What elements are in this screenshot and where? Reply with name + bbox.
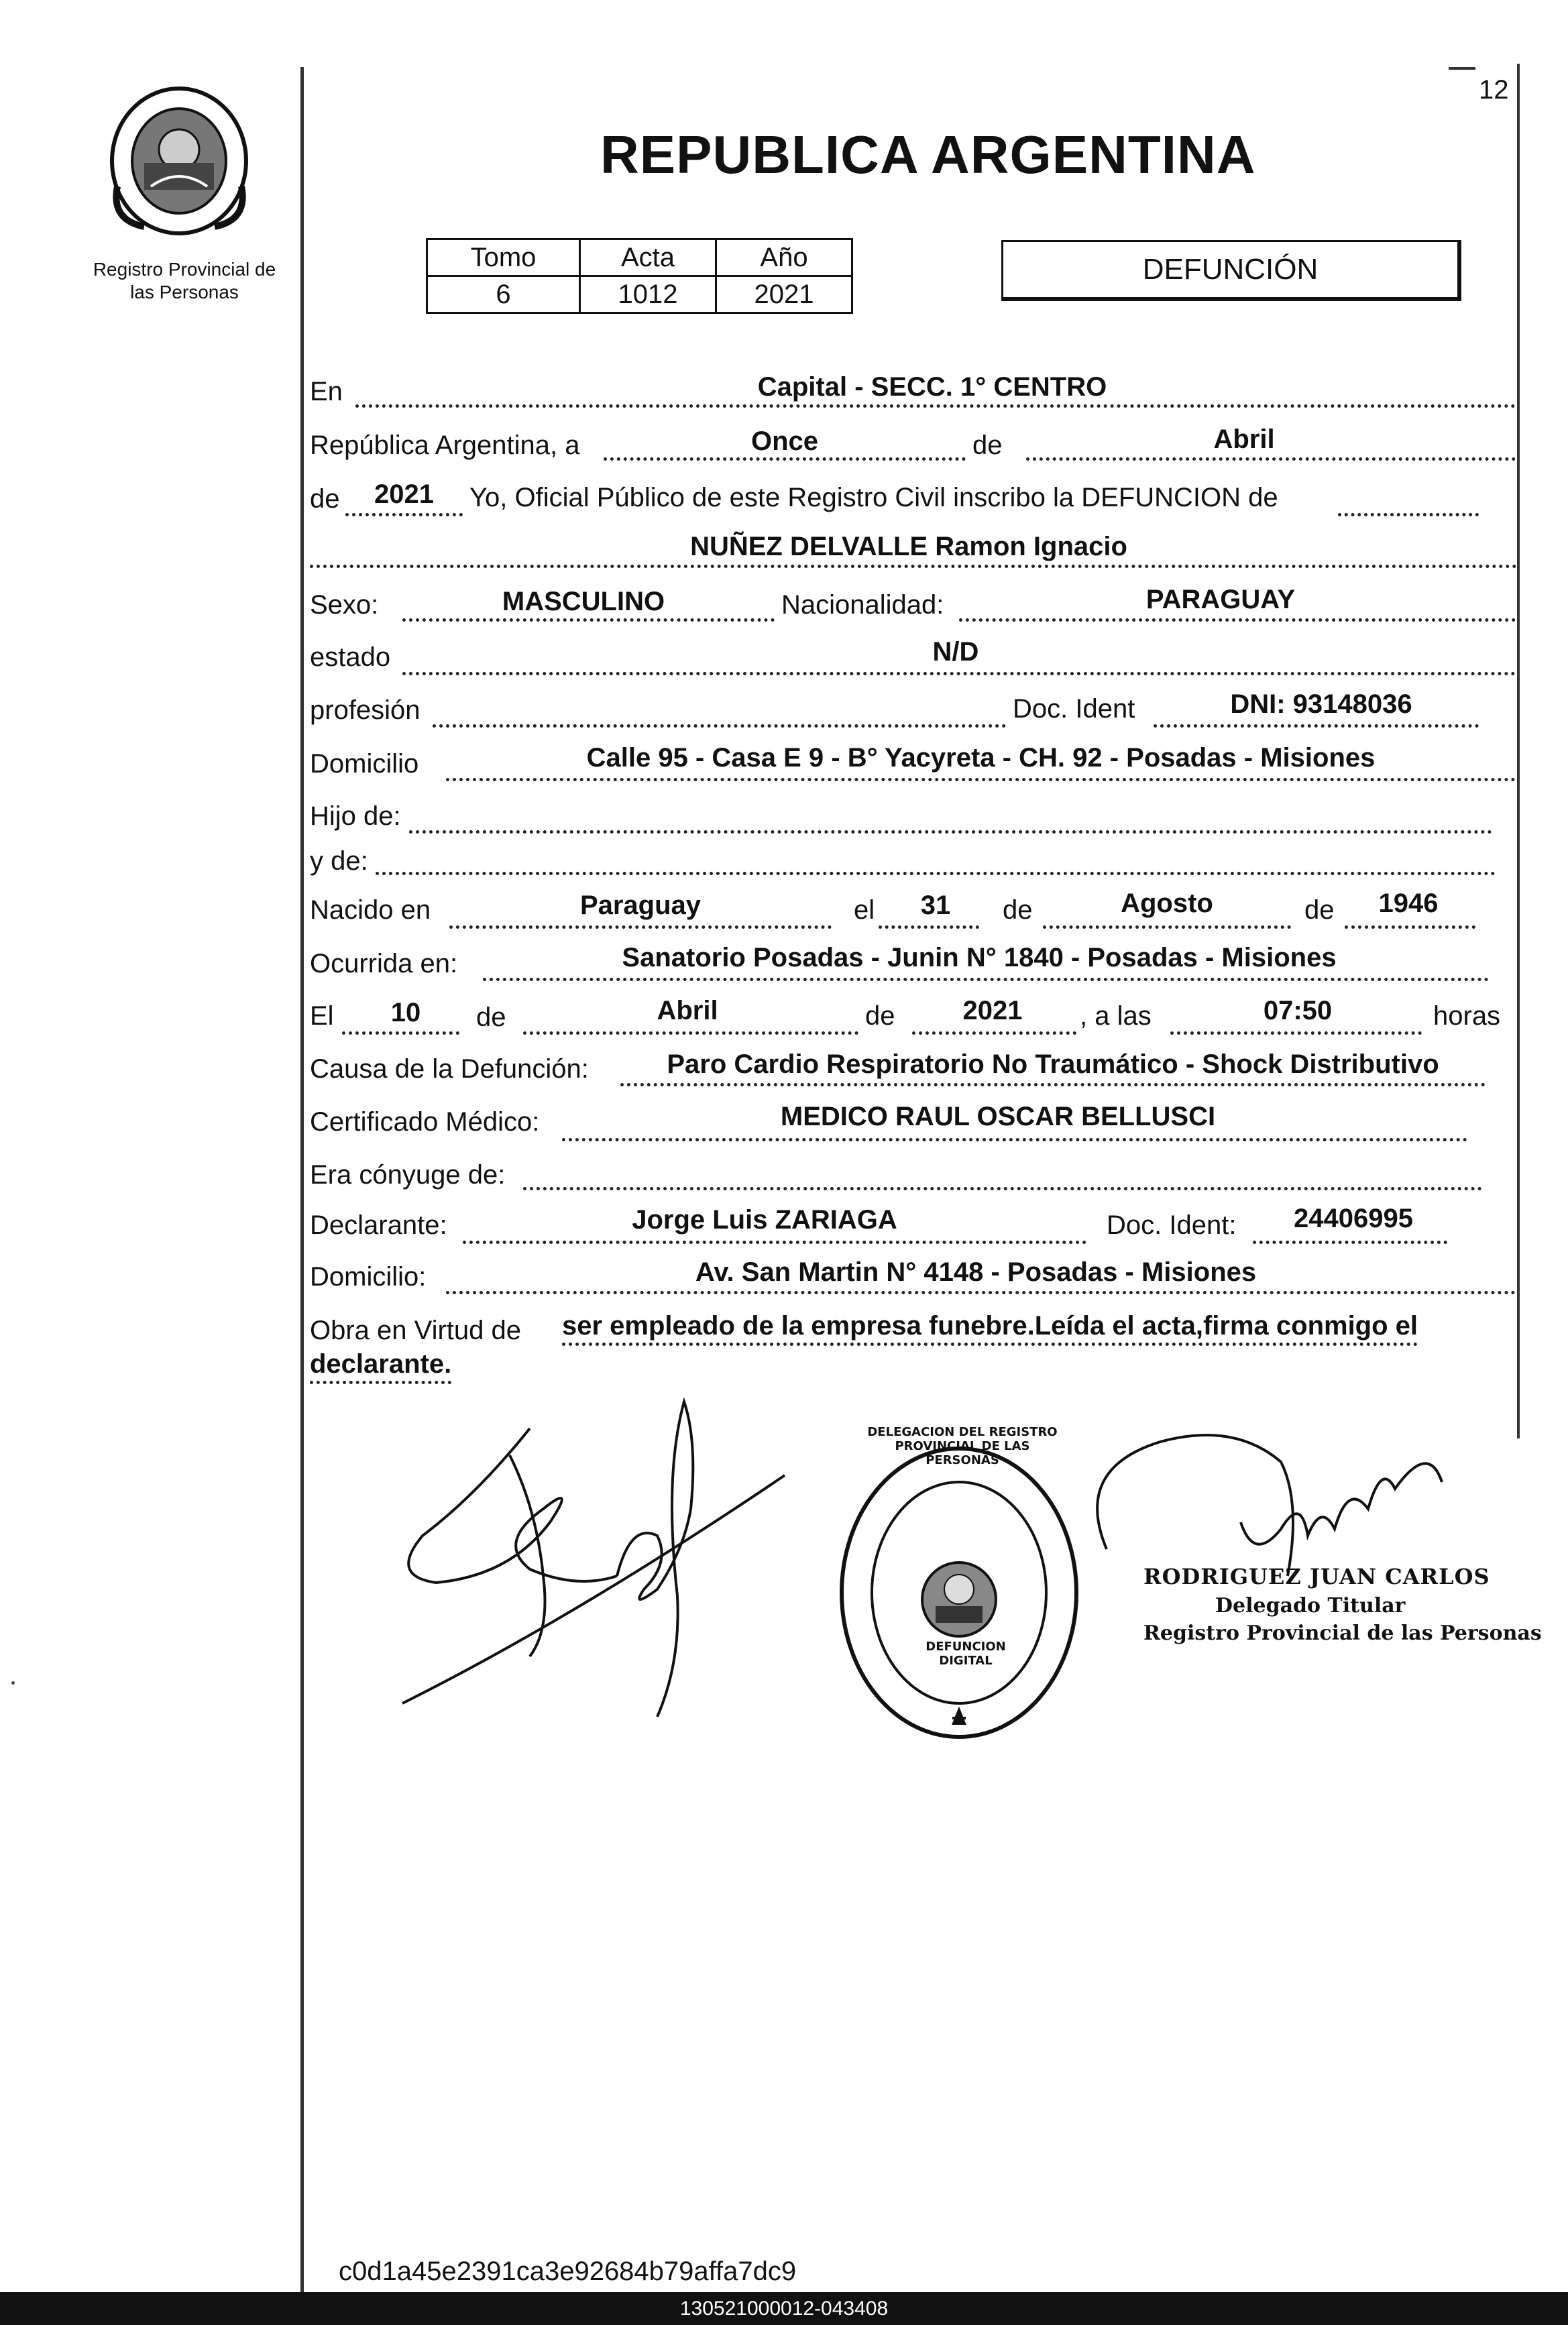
de5-label: de [476,1003,506,1032]
nacido-dia: 31 [920,891,951,920]
page-number: 12 [1479,75,1509,105]
fallec-dia: 10 [390,998,421,1027]
doc-line [1154,724,1479,728]
org-name: Registro Provincial de las Personas [93,259,276,302]
causa-line [620,1083,1486,1086]
nacido-lugar: Paraguay [579,891,702,920]
page-corner-mark [1449,67,1475,70]
certificado-label: Certificado Médico: [310,1107,540,1137]
ocurrida-line [483,978,1489,981]
doc2-value: 24406995 [1294,1204,1413,1233]
mes-value: Abril [1213,424,1275,454]
officer-role: Delegado Titular [1215,1594,1406,1618]
acta-value: 1012 [580,276,716,313]
nacido-label: Nacido en [310,895,431,925]
en-line [355,404,1516,408]
conyuge-label: Era cónyuge de: [310,1160,506,1190]
nacido-anio-line [1345,925,1475,929]
doc-value: DNI: 93148036 [1230,689,1412,719]
acta-type: DEFUNCIÓN [1142,253,1319,286]
obra-label: Obra en Virtud de [310,1316,522,1345]
profesion-line [433,724,1006,728]
conyuge-line [523,1187,1482,1190]
fallec-anio-line [912,1031,1076,1035]
sexo-line [402,618,775,622]
estado-label: estado [310,642,391,672]
declarante-label: Declarante: [310,1210,447,1240]
certificado-value: MEDICO RAUL OSCAR BELLUSCI [780,1102,1216,1131]
doc-label: Doc. Ident [1013,694,1135,724]
seal-outer-text: DELEGACION DEL REGISTRO PROVINCIAL DE LAS PERSONAS [867,1425,1058,1467]
dia-value: Once [750,427,819,456]
domicilio2-value: Av. San Martin N° 4148 - Posadas - Misiones [695,1257,1257,1287]
right-margin-line [1517,64,1520,1438]
nacionalidad-label: Nacionalidad: [781,590,944,620]
de2-label: de [310,484,340,514]
tomo-value: 6 [427,276,580,313]
fallec-dia-line [342,1031,459,1035]
alas-label: , a las [1080,1001,1152,1031]
nacido-anio: 1946 [1378,889,1439,918]
record-table [426,238,853,314]
nacionalidad-line [959,618,1516,622]
obra-value-line1: ser empleado de la empresa funebre.Leída el acta,firma conmigo el [562,1311,1418,1346]
fallec-hora-line [1170,1031,1422,1035]
barcode-bar [0,2292,1568,2325]
doc2-line [1253,1241,1447,1244]
obra-value-line2: declarante. [310,1349,451,1384]
fallec-mes: Abril [657,996,718,1025]
inscribo-line [1338,513,1479,516]
el2-label: El [310,1001,334,1031]
ocurrida-value: Sanatorio Posadas - Junin N° 1840 - Posadas - Misiones [622,943,1337,972]
anio-value: 2021 [374,479,434,509]
seal-inner-text: DEFUNCION DIGITAL [926,1640,1006,1668]
page-title: REPUBLICA ARGENTINA [600,125,1256,184]
anio-header: Año [716,239,852,276]
el-label: el [854,895,875,925]
left-margin-line [300,67,304,2300]
fallec-anio: 2021 [962,996,1023,1025]
doc2-label: Doc. Ident: [1107,1210,1237,1240]
hijo-line [409,830,1492,834]
anio-value: 2021 [716,276,852,313]
yde-label: y de: [310,846,368,876]
de6-label: de [865,1001,895,1031]
de4-label: de [1304,895,1335,925]
declarante-line [463,1241,1086,1244]
sexo-label: Sexo: [310,590,379,620]
inscribo-text: Yo, Oficial Público de este Registro Civil inscribo la DEFUNCION de [469,483,1278,512]
nombre-line [310,565,1517,568]
en-label: En [310,377,343,406]
fallec-mes-line [523,1031,858,1035]
registry-seal [835,1442,1083,1744]
nacido-lugar-line [449,925,832,929]
acta-type-box [1001,240,1461,301]
hijo-label: Hijo de: [310,801,401,831]
ocurrida-label: Ocurrida en: [310,949,458,978]
certificado-line [562,1138,1467,1141]
de1-label: de [972,431,1003,460]
officer-name: RODRIGUEZ JUAN CARLOS [1143,1564,1490,1589]
domicilio2-line [446,1291,1516,1294]
profesion-label: profesión [310,695,421,725]
tomo-header: Tomo [427,239,580,276]
domicilio-label: Domicilio [310,749,419,779]
dia-line [604,457,966,461]
domicilio-value: Calle 95 - Casa E 9 - B° Yacyreta - CH. 92 - Posadas - Misiones [586,743,1376,773]
sexo-value: MASCULINO [502,587,665,616]
mes-line [1026,457,1516,461]
officer-signature [1080,1422,1469,1583]
domicilio-line [446,778,1516,781]
estado-value: N/D [932,637,979,667]
republica-label: República Argentina, a [310,431,580,460]
record-table-header [427,239,852,276]
causa-value: Paro Cardio Respiratorio No Traumático - Shock Distributivo [667,1050,1439,1079]
fallec-hora: 07:50 [1263,996,1333,1025]
domicilio2-label: Domicilio: [310,1262,427,1292]
horas-label: horas [1433,1001,1501,1031]
barcode-number: 130521000012-043408 [679,2298,889,2320]
record-table-values [427,276,852,313]
acta-header: Acta [580,239,716,276]
yde-line [376,872,1496,875]
causa-label: Causa de la Defunción: [310,1054,589,1084]
de3-label: de [1003,895,1033,925]
nacionalidad-value: PARAGUAY [1145,585,1296,614]
scan-speck [11,1681,15,1685]
en-value: Capital - SECC. 1° CENTRO [757,372,1107,402]
nacido-mes-line [1043,925,1291,929]
declarante-value: Jorge Luis ZARIAGA [632,1205,897,1235]
officer-org: Registro Provincial de las Personas [1143,1622,1542,1645]
anio-line [345,513,463,516]
estado-line [402,672,1516,675]
nombre-value: NUÑEZ DELVALLE Ramon Ignacio [690,532,1127,561]
nacido-mes: Agosto [1121,889,1213,918]
document-hash: c0d1a45e2391ca3e92684b79affa7dc9 [339,2257,797,2286]
province-emblem [104,86,255,237]
nacido-dia-line [879,925,979,929]
declarant-signature [376,1375,805,1737]
